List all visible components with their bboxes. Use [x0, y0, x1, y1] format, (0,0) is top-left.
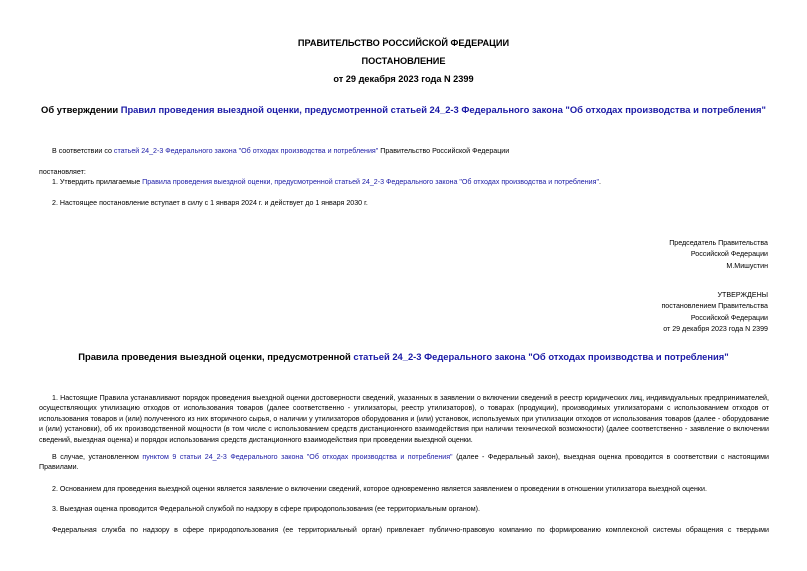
document-title	[0, 104, 807, 115]
approved-country: Российской Федерации	[690, 313, 768, 322]
p1b-law-link[interactable]: пунктом 9 статьи 24_2-3 Федерального закона "Об отходах производства и потребления"	[142, 453, 453, 461]
rules-paragraph-3: 3. Выездная оценка проводится Федеральной службой по надзору в сфере природопользования (ее территориальным органом).	[52, 505, 480, 513]
preamble	[52, 146, 772, 156]
preamble-law-link[interactable]: статьей 24_2-3 Федерального закона "Об отходах производства и потребления"	[113, 147, 379, 155]
title-rules-link[interactable]: Правил проведения выездной оценки, предусмотренной статьей 24_2-3 Федерального закона "Об отходах производства и потребления"	[120, 104, 766, 115]
signature-block	[468, 238, 768, 272]
title-prefix: Об утверждении	[41, 104, 121, 115]
approved-date: от 29 декабря 2023 года N 2399	[663, 324, 768, 333]
item-1-suffix: .	[599, 178, 601, 186]
item-1-rules-link[interactable]: Правила проведения выездной оценки, предусмотренной статьей 24_2-3 Федерального закона "Об отходах производства и потребления"	[142, 178, 599, 186]
rules-paragraph-2: 2. Основанием для проведения выездной оценки является заявление о включении сведений, которое одновременно является заявлением о проведении в отношении утилизатора выездной оценки.	[52, 485, 707, 493]
item-1-prefix: 1. Утвердить прилагаемые	[52, 178, 143, 186]
government-heading: ПРАВИТЕЛЬСТВО РОССИЙСКОЙ ФЕДЕРАЦИИ	[297, 38, 510, 48]
preamble-suffix: Правительство Российской Федерации	[378, 147, 510, 155]
rules-title-prefix: Правила проведения выездной оценки, предусмотренной	[78, 351, 354, 362]
rules-title	[0, 351, 807, 362]
document-date-number: от 29 декабря 2023 года N 2399	[333, 74, 474, 84]
p1b-prefix: В случае, установленном	[52, 453, 143, 461]
signature-name: М.Мишустин	[726, 261, 768, 270]
rules-paragraph-4: Федеральная служба по надзору в сфере природопользования (ее территориальный орган) привлекает публично-правовую компанию по формированию комплексной системы обращения с твердыми	[52, 526, 769, 534]
rules-paragraph-1b	[39, 452, 769, 473]
item-2: 2. Настоящее постановление вступает в силу с 1 января 2024 г. и действует до 1 января 2030 г.	[52, 199, 368, 207]
decree-word: постановляет:	[39, 168, 86, 176]
p1b-suffix: (далее - Федеральный закон), выездная оценка проводится в соответствии с настоящими Правилами.	[39, 453, 769, 472]
approved-by: постановлением Правительства	[661, 302, 768, 311]
preamble-prefix: В соответствии со	[52, 147, 114, 155]
signature-position: Председатель Правительства	[669, 239, 768, 247]
document-type: ПОСТАНОВЛЕНИЕ	[361, 56, 446, 66]
approval-block	[468, 290, 768, 335]
item-1	[52, 177, 772, 187]
approved-word: УТВЕРЖДЕНЫ	[717, 291, 768, 299]
rules-paragraph-1: 1. Настоящие Правила устанавливают порядок проведения выездной оценки достоверности сведений, указанных в заявлении о включении сведений в реестр юридических лиц, индивидуальных предпринимателей, осуществляющих утилизацию отходов от использования товаров (далее соответственно - утилизаторы, реестр утилизаторов), о товарах (продукции), производимых утилизаторами с использованием отходов от использования товаров и (или) полученного из них вторичного сырья, о наличии у утилизаторов оборудования и (или) установок, используемых при утилизации отходов от использования товаров (далее - оборудование и (или) установки), об их производственной мощности (в том числе с использованием средств дистанционного взаимодействия при наличии технической возможности) (далее соответственно - заявление о включении сведений, выездная оценка) и порядок использования средств дистанционного взаимодействия при проведении выездной оценки.	[39, 394, 769, 444]
signature-country: Российской Федерации	[690, 250, 768, 259]
rules-title-law-link[interactable]: статьей 24_2-3 Федерального закона "Об отходах производства и потребления"	[353, 351, 729, 362]
